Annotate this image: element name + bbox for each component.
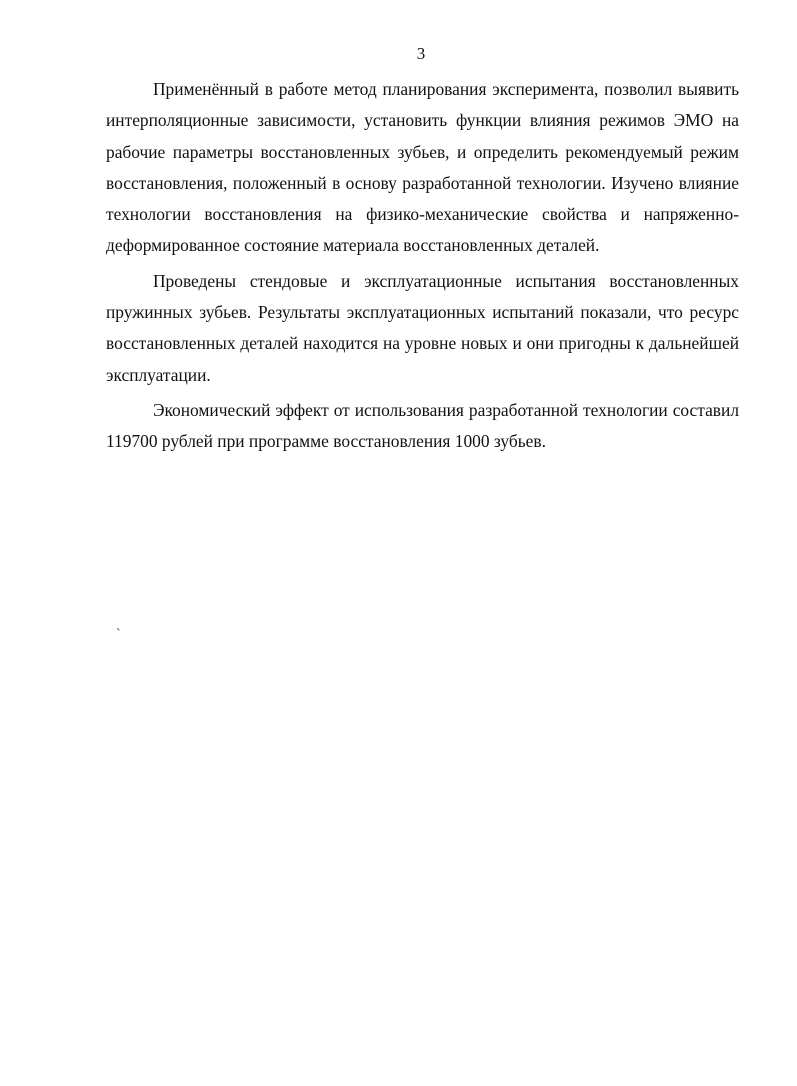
paragraph-testing: Проведены стендовые и эксплуатационные испытания восстановленных пружинных зубьев. Результаты эксплуатационных испытаний показали, что ресурс восстановленных деталей находится на уровне новых и они пригодны к дальнейшей эксплуатации. — [106, 270, 739, 385]
page-number: 3 — [416, 44, 426, 63]
paragraph-economic-effect: Экономический эффект от использования разработанной технологии составил 119700 рублей при программе восстановления 1000 зубьев. — [106, 399, 739, 452]
body-text — [106, 74, 739, 462]
scan-mark: ˋ — [116, 627, 121, 642]
paragraph-method: Применённый в работе метод планирования эксперимента, позволил выявить интерполяционные зависимости, установить функции влияния режимов ЭМО на рабочие параметры восстановленных зубьев, и определить рекомендуемый режим восстановления, положенный в основу разработанной технологии. Изучено влияние технологии восстановления на физико-механические свойства и напряженно-деформированное состояние материала восстановленных деталей. — [106, 79, 739, 256]
